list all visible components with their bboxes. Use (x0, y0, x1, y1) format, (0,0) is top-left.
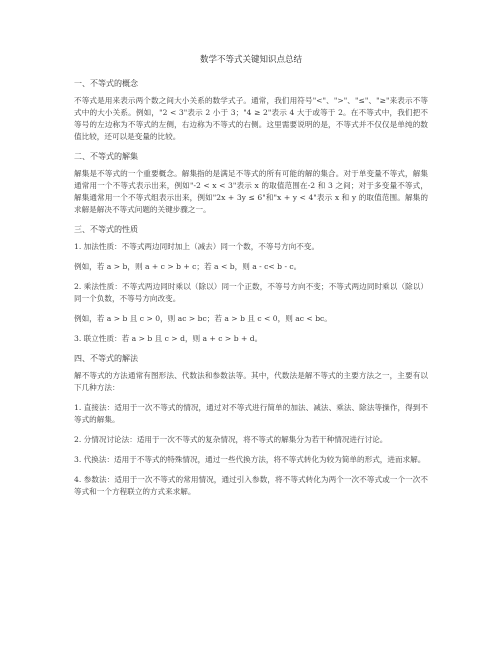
section-concept (74, 78, 428, 143)
paragraph: 例如，若 a > b，则 a + c > b + c；若 a < b，则 a - c< b - c。 (74, 262, 302, 271)
paragraph: 例如，若 a > b 且 c > 0，则 ac > bc；若 a > b 且 c < 0，则 ac < bc。 (74, 314, 332, 323)
section-heading: 四、不等式的解法 (74, 354, 138, 363)
paragraph: 解不等式的方法通常有图形法、代数法和参数法等。其中，代数法是解不等式的主要方法之一，主要有以下几种方法： (74, 371, 428, 392)
section-heading: 一、不等式的概念 (74, 79, 138, 88)
paragraph: 解集是不等式的一个重要概念。解集指的是满足不等式的所有可能的解的集合。对于单变量不等式，解集通常用一个不等式表示出来，例如"-2 < x < 3"表示 x 的取值范围在-2 和 3 之间；对于多变量不等式，解集通常用一个不等式组表示出来，例如"2x + 3y ≤ 6"和"x + y < 4"表示 x 和 y 的取值范围。解集的求解是解决不等式问题的关键步骤之一。 (74, 169, 428, 214)
paragraph: 1. 直接法：适用于一次不等式的情况，通过对不等式进行简单的加法、减法、乘法、除法等操作，得到不等式的解集。 (74, 403, 428, 424)
paragraph: 1. 加法性质：不等式两边同时加上（减去）同一个数，不等号方向不变。 (74, 242, 320, 251)
paragraph: 2. 乘法性质：不等式两边同时乘以（除以）同一个正数，不等号方向不变；不等式两边同时乘以（除以）同一个负数，不等号方向改变。 (74, 282, 428, 303)
section-properties (74, 224, 428, 345)
document-title: 数学不等式关键知识点总结 (199, 55, 302, 65)
section-heading: 三、不等式的性质 (74, 225, 138, 234)
section-solution-set (74, 151, 428, 216)
paragraph: 3. 代换法：适用于不等式的特殊情况，通过一些代换方法，将不等式转化为较为简单的形式，进而求解。 (74, 455, 426, 464)
paragraph: 不等式是用来表示两个数之间大小关系的数学式子。通常，我们用符号"<"、">"、"≤"、"≥"来表示不等式中的大小关系。例如，"2 < 3"表示 2 小于 3；"4 ≥ 2"表示 4 大于或等于 2。在不等式中，我们把不等号的左边称为不等式的左侧，右边称为不等式的右侧。这里需要说明的是，不等式并不仅仅是单纯的数值比较，还可以是变量的比较。 (74, 96, 428, 141)
paragraph: 2. 分情况讨论法：适用于一次不等式的复杂情况，将不等式的解集分为若干种情况进行讨论。 (74, 435, 388, 444)
paragraph: 3. 联立性质：若 a > b 且 c > d，则 a + c > b + d。 (74, 334, 263, 343)
section-methods (74, 353, 428, 498)
section-heading: 二、不等式的解集 (74, 152, 138, 161)
paragraph: 4. 参数法：适用于一次不等式的常用情况，通过引入参数，将不等式转化为两个一次不等式或一个一次不等式和一个方程联立的方式来求解。 (74, 475, 428, 496)
